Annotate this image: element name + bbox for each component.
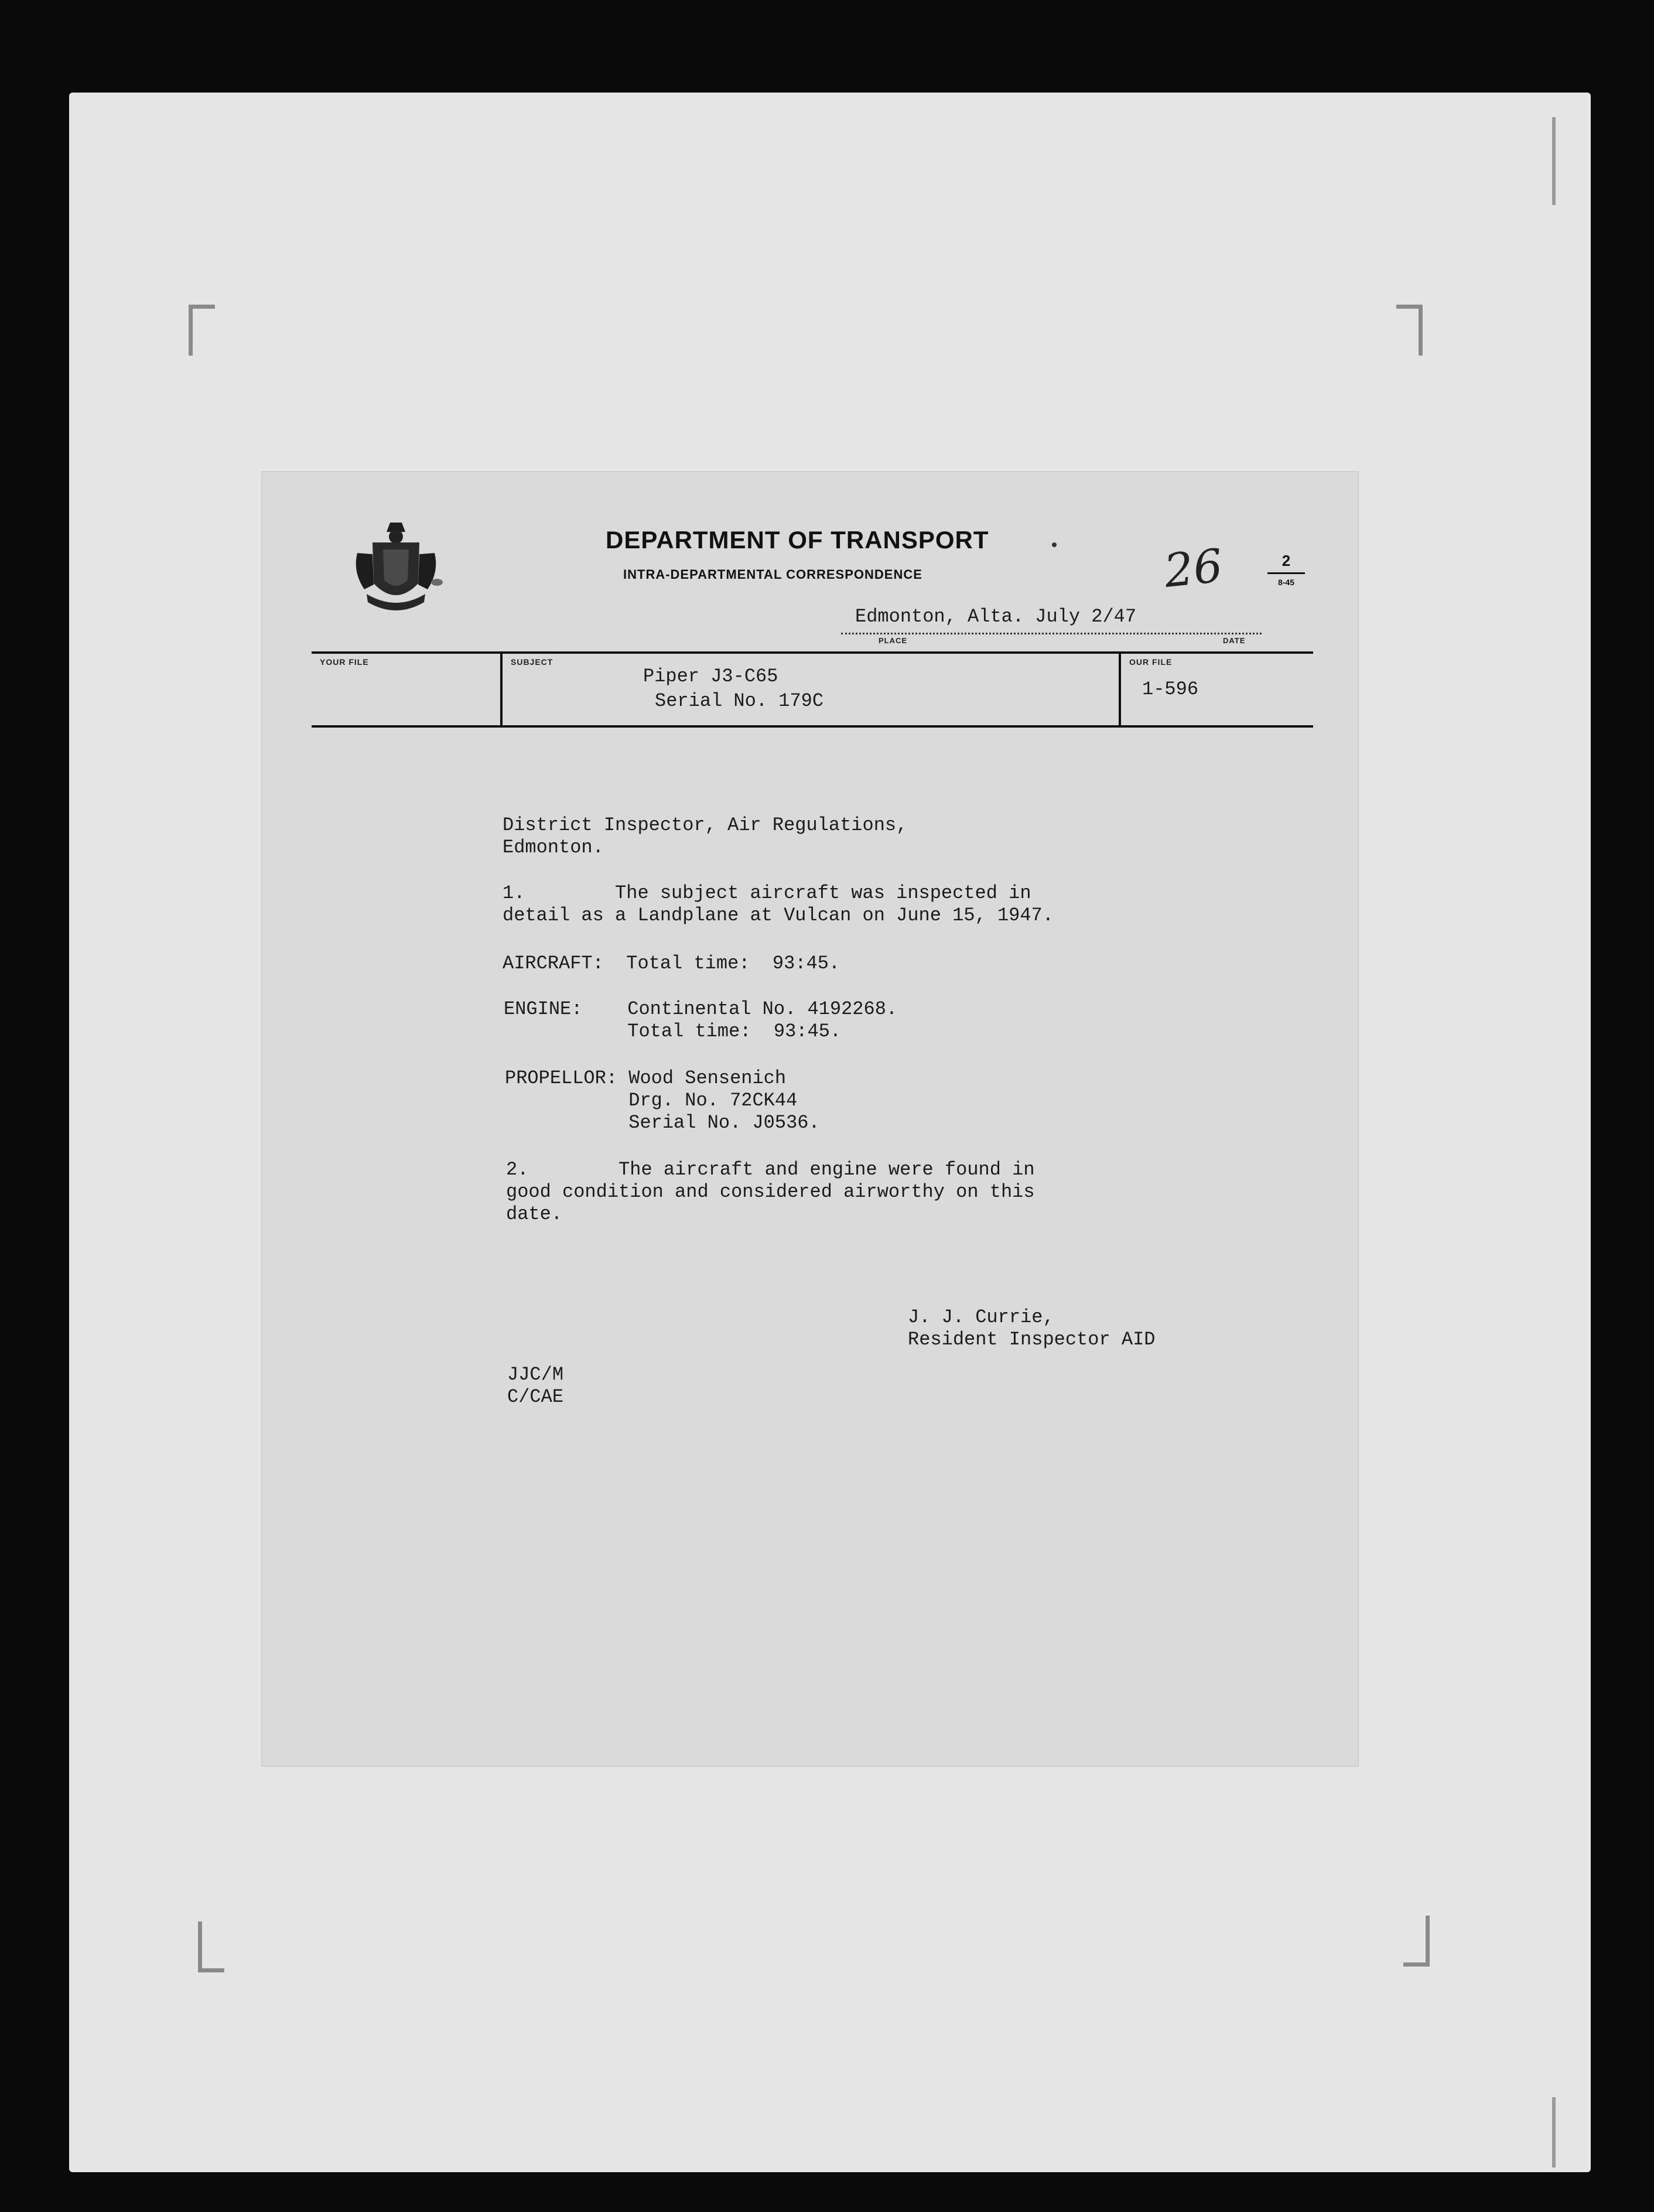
letter-sheet (262, 472, 1358, 1766)
your-file-cell (312, 654, 500, 725)
department-title: DEPARTMENT OF TRANSPORT (606, 526, 989, 554)
propellor-line-1: PROPELLOR: Wood Sensenich (505, 1067, 787, 1089)
engine-line-2: Total time: 93:45. (504, 1020, 842, 1042)
paragraph-2-line-1: 2. The aircraft and engine were found in (506, 1159, 1035, 1180)
addressee-line-1: District Inspector, Air Regulations, (503, 814, 908, 836)
our-file-value: 1-596 (1142, 678, 1199, 700)
paragraph-2-line-2: good condition and considered airworthy on this (506, 1181, 1035, 1203)
crop-mark-top-left (189, 305, 215, 356)
subject-line-1: Piper J3-C65 (643, 665, 778, 687)
initials-line-2: C/CAE (507, 1386, 564, 1408)
place-label: PLACE (879, 636, 908, 645)
paragraph-1-line-1: 1. The subject aircraft was inspected in (503, 882, 1031, 904)
date-label: DATE (1223, 636, 1246, 645)
paragraph-1-line-2: detail as a Landplane at Vulcan on June 15, 1947. (503, 904, 1054, 926)
crop-mark-bottom-left (198, 1921, 224, 1972)
subject-label: SUBJECT (511, 657, 553, 667)
crop-mark-bottom-right (1403, 1916, 1430, 1967)
crop-mark-top-right (1396, 305, 1423, 356)
paragraph-2-line-3: date. (506, 1203, 563, 1225)
form-number-bottom: 8-45 (1277, 578, 1295, 587)
header-table (312, 651, 1313, 728)
place-date-line (841, 606, 1262, 634)
our-file-label: OUR FILE (1129, 657, 1173, 667)
aircraft-line: AIRCRAFT: Total time: 93:45. (503, 953, 840, 974)
edge-mark-bottom (1544, 2097, 1556, 2167)
our-file-cell (1119, 654, 1313, 725)
coat-of-arms-icon (349, 519, 443, 619)
form-number-top: 2 (1267, 552, 1305, 574)
ink-dot (1052, 542, 1057, 547)
initials-line-1: JJC/M (507, 1364, 564, 1385)
addressee-line-2: Edmonton. (503, 837, 604, 858)
propellor-line-2: Drg. No. 72CK44 (505, 1090, 798, 1111)
signature-name: J. J. Currie, (908, 1306, 1054, 1328)
engine-line-1: ENGINE: Continental No. 4192268. (504, 998, 898, 1020)
edge-mark-top (1544, 117, 1556, 205)
form-number (1267, 552, 1305, 587)
subject-cell (500, 654, 1121, 725)
handwritten-folio-number: 26 (1161, 540, 1225, 598)
coat-of-arms-graphic (349, 519, 443, 619)
subject-line-2: Serial No. 179C (655, 690, 824, 712)
place-date-value: Edmonton, Alta. July 2/47 (855, 606, 1137, 627)
signature-title: Resident Inspector AID (908, 1329, 1156, 1350)
correspondence-subtitle: INTRA-DEPARTMENTAL CORRESPONDENCE (623, 567, 922, 582)
your-file-label: YOUR FILE (320, 657, 369, 667)
propellor-line-3: Serial No. J0536. (505, 1112, 820, 1134)
